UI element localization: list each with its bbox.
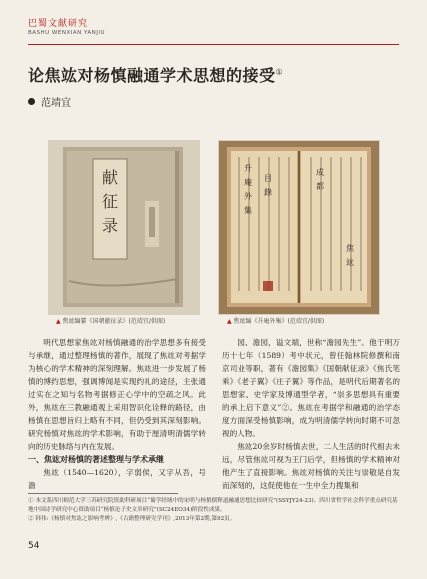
svg-text:焦: 焦 — [346, 244, 354, 253]
title-footnote-mark: ① — [275, 67, 284, 77]
svg-text:录: 录 — [101, 216, 119, 235]
footnote-divider — [28, 493, 178, 494]
footnote-2: ② 韩伟:《杨慎对焦竑之影响考辨》,《古籍整理研究学刊》,2013年第2期,第92页。 — [28, 516, 236, 522]
header-rule — [28, 44, 399, 45]
figure-caption-right — [227, 316, 324, 325]
journal-name-en: BASHU WENXIAN YANJIU — [28, 30, 106, 36]
figure-shengan-waiji — [218, 140, 380, 315]
footnote-1: ① 本文系四川师范大学三苏研究院资助科研项目“蜀学经域中的宋明与杨慎儒释道融通思想比较研究”(SSYJY24-23)、四川省哲学社会科学重点研究基地中国诗学研究中心资助项目“杨慎论子史文章研究”(SC24EO34)阶段性成果。 — [28, 498, 398, 513]
svg-text:成: 成 — [316, 168, 324, 177]
article-title-text: 论焦竑对杨慎融通学术思想的接受 — [28, 66, 276, 85]
svg-text:錄: 錄 — [264, 188, 272, 197]
author-bullet-icon — [28, 98, 35, 105]
page-number: 54 — [28, 541, 40, 551]
caption-text: 焦竑编纂《国朝献征录》(范靖宜/供图) — [62, 318, 166, 325]
section-heading: 一、焦竑对杨慎的著述整理与学术承继 — [28, 454, 164, 464]
book-cover-image — [49, 141, 199, 314]
svg-text:外: 外 — [244, 192, 252, 201]
svg-text:献: 献 — [101, 168, 119, 187]
body-paragraph: 焦竑20余岁时杨慎去世，二人生活的时代相去未远，尽管焦竑可视为王门后学，但杨慎的学术精神对他产生了直接影响。焦竑对杨慎的关注与崇敬是自发而深刻的，这促使他在一生中全力搜集和 — [222, 442, 400, 490]
journal-header — [28, 16, 105, 36]
footnotes — [28, 497, 400, 524]
author-name: 范靖宜 — [41, 98, 71, 109]
svg-text:庵: 庵 — [244, 178, 252, 187]
figure-guochao-xianzhenglu — [48, 140, 200, 315]
caption-triangle-icon: ▲ — [56, 318, 61, 325]
article-title — [28, 63, 283, 86]
figure-caption-left — [56, 316, 165, 325]
svg-text:竑: 竑 — [346, 258, 354, 267]
journal-name-cn: 巴蜀文献研究 — [28, 19, 89, 29]
svg-text:目: 目 — [264, 174, 272, 183]
body-paragraph: 园、澹园，谥文端，世称“澹园先生”。他于明万历十七年（1589）考中状元，曾任翰林院修撰和南京司业等职，著有《澹园集》《国朝献征录》《焦氏笔乘》《老子翼》《庄子翼》等作品，是明代后期著名的思想家、史学家及博通型学者，“崇多思想具有重要的承上启下意义”②。焦竑在考据学和融通的治学态度方面深受杨慎影响，成为明清儒学转向时期不可忽视的人物。 — [222, 338, 400, 438]
open-book-image — [219, 141, 379, 314]
caption-triangle-icon: ▲ — [227, 318, 232, 325]
svg-text:升: 升 — [244, 164, 252, 173]
caption-text: 焦竑编《升庵外集》(范靖宜/供图) — [233, 318, 325, 325]
author-line — [28, 94, 71, 109]
abstract-paragraph: 明代思想家焦竑对杨慎融通的治学思想多有接受与承继，通过整理杨慎的著作，展现了焦竑对考据学为核心的学术精神的深刻理解。焦竑进一步发展了杨慎的博约思想，强调博闻是实现约礼的途径，主张通过实在之知与名物考据修正心学中的空疏之风。此外，焦竑在三教融通观上采用智识化诠释的路径，由杨慎在思想旨归上略有不同，但仍受到其深刻影响。研究杨慎对焦竑的学术影响，有助于厘清明清儒学转向的历史脉络与内在发展。 — [28, 338, 206, 451]
svg-text:集: 集 — [244, 206, 252, 215]
section-paragraph-start: 焦竑（1540—1620），字弱侯，又字从吾，号澹 — [28, 468, 206, 490]
body-column-right — [222, 336, 400, 492]
body-column-left — [28, 336, 206, 492]
svg-text:征: 征 — [101, 192, 119, 211]
svg-text:都: 都 — [316, 182, 324, 191]
